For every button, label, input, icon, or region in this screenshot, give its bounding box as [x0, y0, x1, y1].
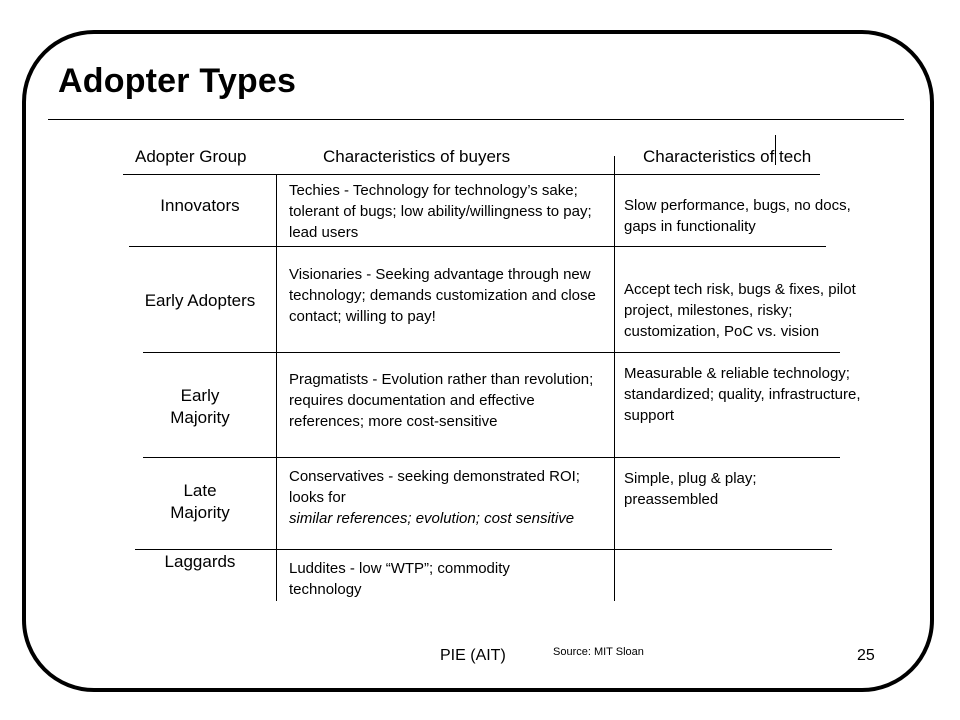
slide-title: Adopter Types — [58, 62, 297, 100]
buyers-late-majority-italic: similar references; evolution; cost sensitive — [289, 510, 575, 527]
group-laggards: Laggards — [164, 552, 236, 571]
tech-early-adopters: Accept tech risk, bugs & fixes, pilot project, milestones, risky; customization, PoC vs. vision — [624, 281, 856, 340]
tech-innovators: Slow performance, bugs, no docs, gaps in functionality — [624, 197, 851, 235]
page-number: 25 — [857, 647, 875, 664]
group-innovators: Innovators — [160, 196, 240, 215]
footer-label: PIE (AIT) — [440, 647, 506, 664]
buyers-late-majority — [289, 466, 599, 529]
buyers-laggards: Luddites - low “WTP”; commodity technology — [289, 560, 510, 598]
column-rule-2 — [614, 156, 615, 601]
group-late-majority-line1: Late — [183, 481, 217, 500]
header-adopter-group: Adopter Group — [135, 147, 247, 166]
column-rule-1 — [276, 174, 277, 601]
row-rule-3 — [143, 457, 840, 458]
group-late-majority-line2: Majority — [170, 503, 230, 522]
buyers-early-majority: Pragmatists - Evolution rather than revolution; requires documentation and effective references; more cost-sensitive — [289, 371, 594, 430]
header-buyers: Characteristics of buyers — [323, 147, 511, 166]
group-early-majority — [140, 385, 260, 429]
header-tech: Characteristics of tech — [643, 147, 812, 166]
group-early-majority-line1: Early — [180, 386, 220, 405]
buyers-late-majority-plain: Conservatives - seeking demonstrated ROI; looks for — [289, 468, 580, 506]
title-divider — [48, 119, 904, 120]
buyers-early-adopters: Visionaries - Seeking advantage through new technology; demands customization and close contact; willing to pay! — [289, 266, 596, 325]
group-early-adopters: Early Adopters — [144, 291, 256, 310]
tech-late-majority: Simple, plug & play; preassembled — [624, 470, 757, 508]
buyers-innovators: Techies - Technology for technology’s sake; tolerant of bugs; low ability/willingness to pay; lead users — [289, 182, 592, 241]
source-note: Source: MIT Sloan — [553, 646, 644, 658]
header-rule — [123, 174, 820, 175]
group-late-majority — [140, 480, 260, 524]
group-early-majority-line2: Majority — [170, 408, 230, 427]
tech-early-majority: Measurable & reliable technology; standardized; quality, infrastructure, support — [624, 365, 861, 424]
row-rule-4 — [135, 549, 832, 550]
row-rule-2 — [143, 352, 840, 353]
row-rule-1 — [129, 246, 826, 247]
